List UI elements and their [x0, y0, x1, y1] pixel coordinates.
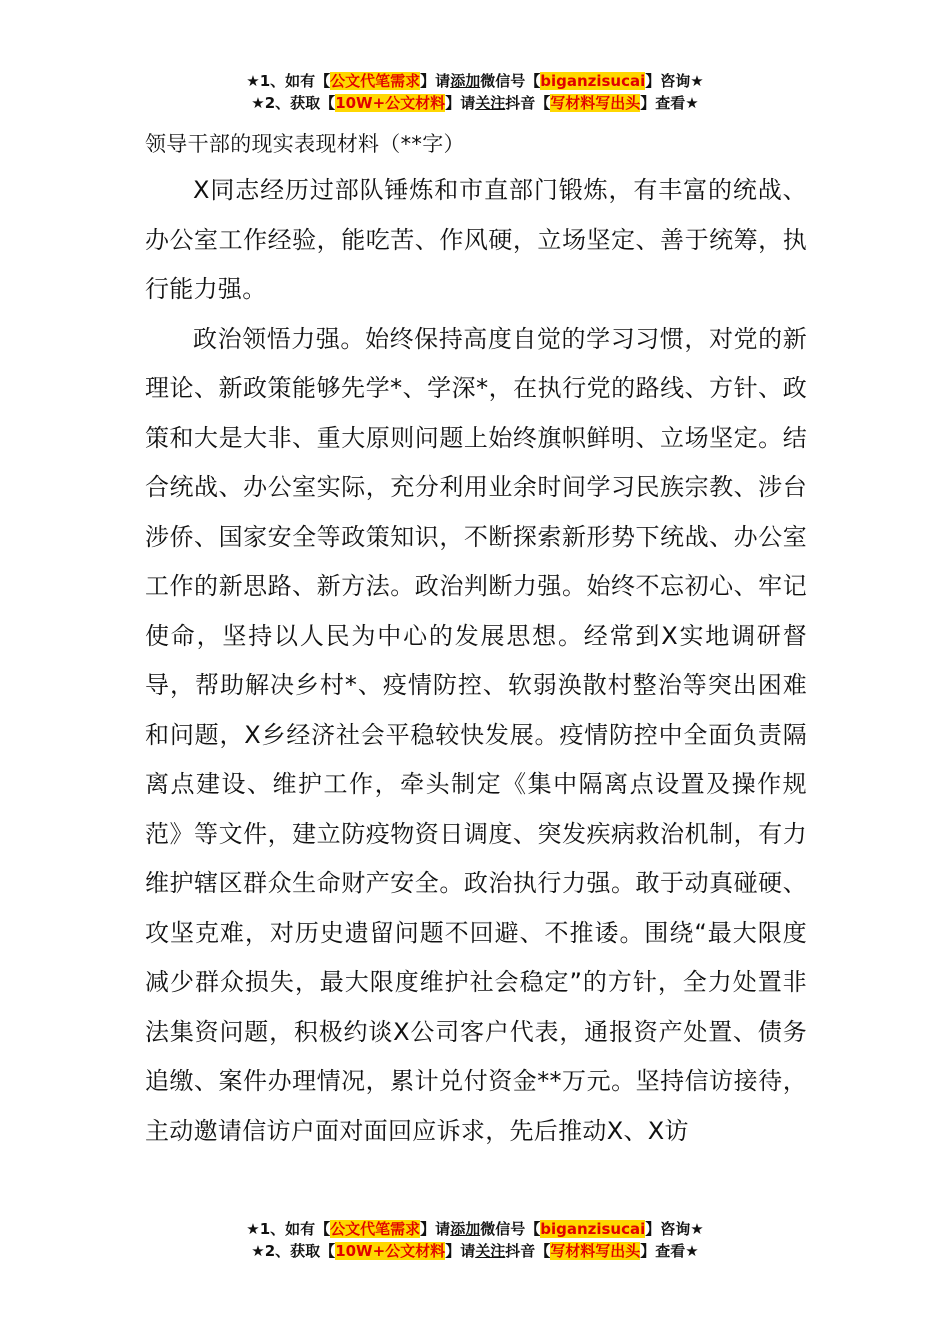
promo-underlined-text: 关注	[475, 94, 506, 112]
promo-text: 】请	[445, 94, 476, 112]
promo-text: 】请	[420, 72, 451, 90]
promo-line-1	[0, 1218, 950, 1240]
promo-douyin-account: 写材料写出头	[550, 94, 641, 112]
promo-wechat-id: biganzisucai	[540, 72, 646, 90]
promo-underlined-text: 添加	[450, 1220, 481, 1238]
promo-text: 微信号【	[480, 1220, 541, 1238]
promo-text: ★1、如有【	[246, 1220, 331, 1238]
promo-text: 抖音【	[505, 94, 551, 112]
promo-text: ★1、如有【	[246, 72, 331, 90]
promo-highlight: 10W+公文材料	[335, 1242, 446, 1260]
promo-highlight: 10W+公文材料	[335, 94, 446, 112]
paragraph-intro: X同志经历过部队锤炼和市直部门锻炼，有丰富的统战、办公室工作经验，能吃苦、作风硬，立场坚定、善于统筹，执行能力强。	[145, 176, 807, 303]
promo-text: 】咨询★	[645, 72, 704, 90]
promo-underlined-text: 添加	[450, 72, 481, 90]
promo-douyin-account: 写材料写出头	[550, 1242, 641, 1260]
promo-text: 抖音【	[505, 1242, 551, 1260]
top-promo-banner	[0, 70, 950, 114]
promo-underlined-text: 关注	[475, 1242, 506, 1260]
promo-line-1	[0, 70, 950, 92]
promo-text: ★2、获取【	[251, 1242, 336, 1260]
promo-wechat-id: biganzisucai	[540, 1220, 646, 1238]
promo-text: 】请	[445, 1242, 476, 1260]
promo-text: 】查看★	[640, 94, 699, 112]
promo-line-2	[0, 1240, 950, 1262]
promo-line-2	[0, 92, 950, 114]
bottom-promo-banner	[0, 1218, 950, 1262]
promo-text: 微信号【	[480, 72, 541, 90]
document-title: 领导干部的现实表现材料（**字）	[145, 132, 465, 156]
promo-text: 】请	[420, 1220, 451, 1238]
promo-text: 】查看★	[640, 1242, 699, 1260]
document-body	[145, 122, 807, 1156]
promo-text: ★2、获取【	[251, 94, 336, 112]
promo-highlight: 公文代笔需求	[330, 72, 421, 90]
paragraph-political: 政治领悟力强。始终保持高度自觉的学习习惯，对党的新理论、新政策能够先学*、学深*，在执行党的路线、方针、政策和大是大非、重大原则问题上始终旗帜鲜明、立场坚定。结合统战、办公室实际，充分利用业余时间学习民族宗教、涉台涉侨、国家安全等政策知识，不断探索新形势下统战、办公室工作的新思路、新方法。政治判断力强。始终不忘初心、牢记使命，坚持以人民为中心的发展思想。经常到X实地调研督导，帮助解决乡村*、疫情防控、软弱涣散村整治等突出困难和问题，X乡经济社会平稳较快发展。疫情防控中全面负责隔离点建设、维护工作，牵头制定《集中隔离点设置及操作规范》等文件，建立防疫物资日调度、突发疾病救治机制，有力维护辖区群众生命财产安全。政治执行力强。敢于动真碰硬、攻坚克难，对历史遗留问题不回避、不推诿。围绕“最大限度减少群众损失，最大限度维护社会稳定”的方针，全力处置非法集资问题，积极约谈X公司客户代表，通报资产处置、债务追缴、案件办理情况，累计兑付资金**万元。坚持信访接待，主动邀请信访户面对面回应诉求，先后推动X、X访	[145, 324, 807, 1145]
promo-text: 】咨询★	[645, 1220, 704, 1238]
promo-highlight: 公文代笔需求	[330, 1220, 421, 1238]
